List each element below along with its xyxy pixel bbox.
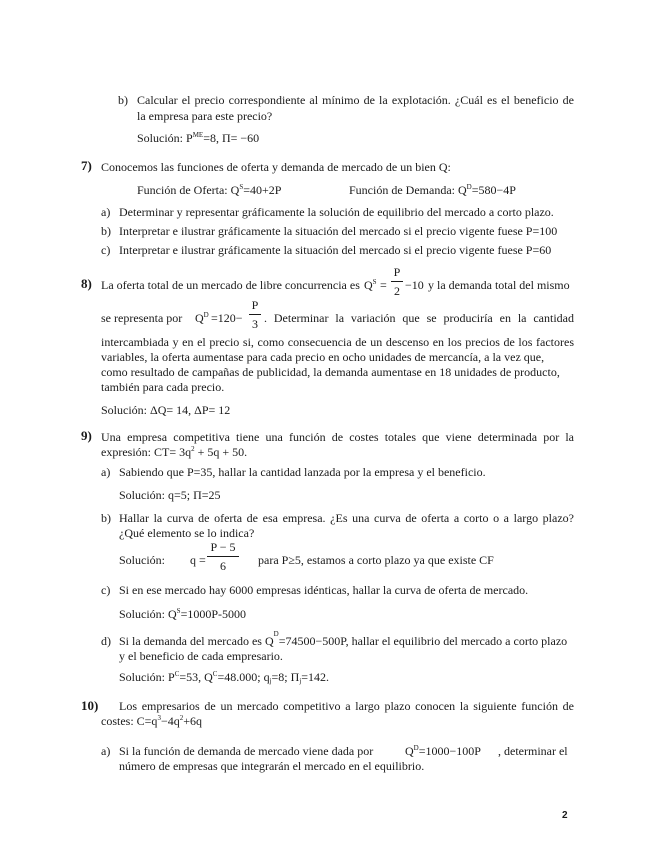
solution-text: =48.000; q xyxy=(217,670,270,684)
fraction-bar xyxy=(391,281,403,282)
superscript: ME xyxy=(192,131,204,139)
fraction-bar xyxy=(249,314,261,315)
solution-text: Solución: P xyxy=(119,670,175,684)
item-label: b) xyxy=(118,93,128,107)
fraction-numerator: P xyxy=(393,265,401,279)
fraction-numerator: P xyxy=(251,298,259,312)
solution-line xyxy=(119,670,329,684)
problem-statement xyxy=(101,445,247,459)
item-label: a) xyxy=(101,205,111,219)
solution-text: =8; Π xyxy=(271,670,300,684)
formula-text: Q xyxy=(195,311,204,325)
problem-number: 10) xyxy=(81,698,99,713)
solution-text: =8, Π= −60 xyxy=(203,131,260,145)
solution-line: Solución: q=5; Π=25 xyxy=(119,488,221,502)
superscript: D xyxy=(273,630,279,638)
fraction-denominator: 2 xyxy=(394,284,400,298)
solution-text: Solución: Q xyxy=(119,607,177,621)
solution-text: =1000P-5000 xyxy=(180,607,247,621)
item-text: Hallar la curva de oferta de esa empresa. ¿Es una curva de oferta a corto o a largo plazo? xyxy=(119,511,574,525)
formula-text: Función de Demanda: Q xyxy=(349,183,467,197)
item-text: Si en ese mercado hay 6000 empresas idénticas, hallar la curva de oferta de mercado. xyxy=(119,583,529,597)
problem-number: 8) xyxy=(81,276,92,291)
formula-text xyxy=(405,744,481,758)
superscript: C xyxy=(174,670,180,678)
item-label: b) xyxy=(101,224,111,238)
formula-text xyxy=(364,278,377,292)
problem-statement: y la demanda total del mismo xyxy=(428,278,570,292)
solution-condition: para P≥5, estamos a corto plazo ya que existe CF xyxy=(258,553,494,567)
solution-text: Solución: P xyxy=(137,131,193,145)
problem-statement: como resultado de campañas de publicidad, la demanda aumentase en 18 unidades de producto, xyxy=(101,365,560,379)
fraction-numerator: P − 5 xyxy=(210,540,236,554)
item-label: c) xyxy=(101,583,111,597)
solution-line xyxy=(119,607,246,621)
problem-statement: La oferta total de un mercado de libre concurrencia es xyxy=(101,278,360,292)
problem-statement: Una empresa competitiva tiene una función de costes totales que viene determinada por la xyxy=(101,430,574,444)
formula-text: = xyxy=(380,278,387,292)
item-text: , determinar el xyxy=(498,744,568,758)
fraction-denominator: 6 xyxy=(220,559,226,573)
formula-text xyxy=(195,311,209,325)
item-label: c) xyxy=(101,243,111,257)
superscript: S xyxy=(239,183,244,191)
superscript: S xyxy=(372,278,377,286)
demand-function xyxy=(349,183,516,197)
item-text: ¿Qué elemento se lo indica? xyxy=(119,526,255,540)
item-label: a) xyxy=(101,465,111,479)
problem-statement: también para cada precio. xyxy=(101,380,225,394)
problem-statement: intercambiada y en el precio si, como consecuencia de un descenso en los precios de los factores xyxy=(101,335,574,349)
superscript: S xyxy=(176,607,181,615)
solution-line: Solución: ΔQ= 14, ΔP= 12 xyxy=(101,403,231,417)
fraction-bar xyxy=(207,556,239,557)
formula-text: Función de Oferta: Q xyxy=(137,183,240,197)
page-number: 2 xyxy=(562,810,568,821)
problem-statement: variables, la oferta aumentase para cada precio en ocho unidades de mercancía, a la vez que, xyxy=(101,350,545,364)
problem-number: 7) xyxy=(81,158,92,173)
problem-statement: se representa por xyxy=(101,311,183,325)
item-text: número de empresas que integrarán el mercado en el equilibrio. xyxy=(119,759,425,773)
item-text: =74500−500P, hallar el equilibrio del mercado a corto plazo xyxy=(278,634,568,648)
solution-text: =53, Q xyxy=(179,670,213,684)
superscript: C xyxy=(212,670,218,678)
item-text xyxy=(119,630,568,648)
formula-text: =1000−100P xyxy=(418,744,481,758)
item-text: Interpretar e ilustrar gráficamente la situación del mercado si el precio vigente fuese P=60 xyxy=(119,243,552,257)
superscript: D xyxy=(413,744,419,752)
superscript: 2 xyxy=(179,714,184,722)
subscript: j xyxy=(299,677,302,685)
formula-text: =120− xyxy=(211,311,243,325)
formula-text: + 5q + 50. xyxy=(194,445,248,459)
item-label: b) xyxy=(101,511,111,525)
supply-function xyxy=(137,183,281,197)
problem-number: 9) xyxy=(81,428,92,443)
formula-text: expresión: CT= 3q xyxy=(101,445,192,459)
item-text: la empresa para este precio? xyxy=(137,109,273,123)
formula-text: =580−4P xyxy=(471,183,516,197)
formula-text: Q xyxy=(405,744,414,758)
item-text: Interpretar e ilustrar gráficamente la situación del mercado si el precio vigente fuese P=100 xyxy=(119,224,558,238)
formula-text: Q xyxy=(364,278,373,292)
solution-text: =142. xyxy=(301,670,330,684)
item-text: Calcular el precio correspondiente al mínimo de la explotación. ¿Cuál es el beneficio de xyxy=(137,93,574,107)
item-text: y el beneficio de cada empresario. xyxy=(119,649,283,663)
fraction-denominator: 3 xyxy=(252,317,258,331)
formula-text: −10 xyxy=(405,278,424,292)
subscript: j xyxy=(269,677,272,685)
problem-statement: . Determinar la variación que se produciría en la cantidad xyxy=(264,311,574,325)
superscript: D xyxy=(203,311,209,319)
item-text: Si la función de demanda de mercado viene dada por xyxy=(119,744,374,758)
formula-text: −4q xyxy=(160,714,180,728)
item-text: Si la demanda del mercado es Q xyxy=(119,634,274,648)
problem-statement xyxy=(101,714,202,728)
formula-text: +6q xyxy=(183,714,202,728)
superscript: 3 xyxy=(157,714,161,722)
item-label: d) xyxy=(101,634,111,648)
superscript: D xyxy=(466,183,472,191)
problem-statement: Los empresarios de un mercado competitivo a largo plazo conocen la siguiente función de xyxy=(119,699,574,713)
item-label: a) xyxy=(101,744,111,758)
item-text: Determinar y representar gráficamente la solución de equilibrio del mercado a corto plazo. xyxy=(119,205,554,219)
formula-text: q = xyxy=(190,553,206,567)
formula-text: =40+2P xyxy=(243,183,282,197)
item-text: Sabiendo que P=35, hallar la cantidad lanzada por la empresa y el beneficio. xyxy=(119,465,486,479)
superscript: 2 xyxy=(191,445,195,453)
problem-statement: Conocemos las funciones de oferta y demanda de mercado de un bien Q: xyxy=(101,160,451,174)
solution-line xyxy=(137,131,259,145)
formula-text: costes: C=q xyxy=(101,714,158,728)
solution-line: Solución: xyxy=(119,553,166,567)
